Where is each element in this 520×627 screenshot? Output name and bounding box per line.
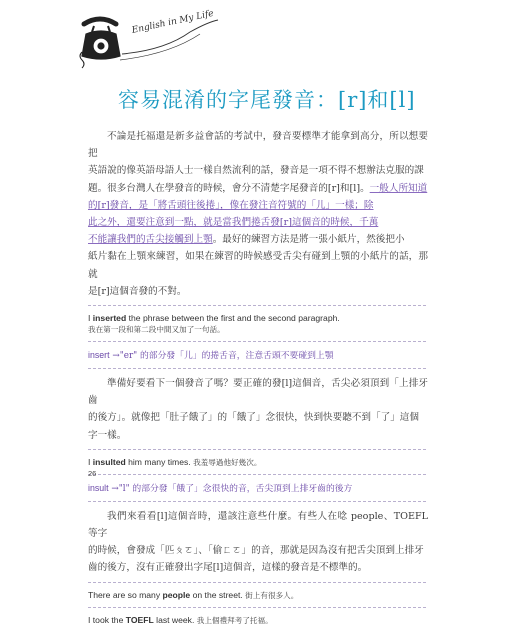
pronunciation-note-1: insert →"er" 的部分發「儿」的捲舌音，注意舌頭不要碰到上顎: [88, 350, 334, 362]
divider: [88, 305, 426, 306]
p1-line: 不論是托福還是新多益會話的考試中，發音要標準才能拿到高分，所以想要把: [88, 131, 428, 160]
paragraph-1: [88, 128, 428, 300]
page-title: 容易混淆的字尾發音：[r]和[l]: [118, 88, 416, 112]
p1-line: 紙片黏在上顎來練習，如果在練習的時候感受舌尖有碰到上顎的小紙片的話，那就: [88, 251, 428, 280]
page-number: 26: [88, 469, 97, 478]
divider: [88, 449, 426, 450]
highlighted-text: 不能讓我們的舌尖接觸到上顎: [88, 234, 213, 246]
example-sentence: I inserted the phrase between the first and the second paragraph.: [88, 313, 340, 324]
header-script-text: English in My Life: [130, 8, 215, 36]
p1-line: 題。很多台灣人在學發音的時候，會分不清楚字尾發音的[r]和[l]。: [88, 182, 370, 194]
p1-line: 是[r]這個音發的不對。: [88, 285, 187, 297]
divider: [88, 474, 426, 475]
article-body: [88, 128, 428, 627]
example-1: [88, 312, 428, 336]
example-4: I took the TOEFL last week. 我上個禮拜考了托福。: [88, 614, 273, 625]
divider: [88, 607, 426, 608]
example-translation: 我在第一段和第二段中間又加了一句話。: [88, 325, 225, 335]
divider: [88, 368, 426, 369]
highlighted-text: 一般人所知道: [369, 182, 428, 194]
telephone-icon: [80, 19, 120, 68]
paragraph-3: 我們來看看[l]這個音時，還該注意些什麼。有些人在唸 people、TOEFL 等字 的時候，會發成「匹ㄆㄛ」、「偷ㄈㄛ」的音，那就是因為沒有把舌尖頂到上排牙 齒的後方，沒有正確發出字尾[l]這個音，這樣的發音是不標準的。: [88, 510, 428, 574]
example-2: I insulted him many times. 我羞辱過他好幾次。: [88, 456, 262, 467]
p1-line: 。最好的練習方法是將一張小紙片，然後把小: [212, 234, 405, 246]
pronunciation-note-2: insult →"l" 的部分發「餓了」念很快的音，舌尖頂到上排牙齒的後方: [88, 482, 353, 494]
divider: [88, 501, 426, 502]
highlighted-text: 此之外，還要注意到一點，就是當我們捲舌發[r]這個音的時候，千萬: [88, 217, 379, 229]
divider: [88, 582, 426, 583]
divider: [88, 341, 426, 342]
p1-line: 英語說的像英語母語人士一樣自然流利的話，發音是一項不得不想辦法克服的課: [88, 165, 424, 177]
paragraph-2: 準備好要看下一個發音了嗎？要正確的發[l]這個音，舌尖必須頂到「上排牙齒 的後方」。就像把「肚子餓了」的「餓了」念很快，快到快要聽不到「了」這個 字一樣。: [88, 378, 428, 441]
highlighted-text: 的[r]發音，是「將舌頭往後捲」，像在發注音符號的「儿」一樣；除: [88, 199, 374, 211]
example-3: There are so many people on the street. 街上有很多人。: [88, 589, 299, 600]
